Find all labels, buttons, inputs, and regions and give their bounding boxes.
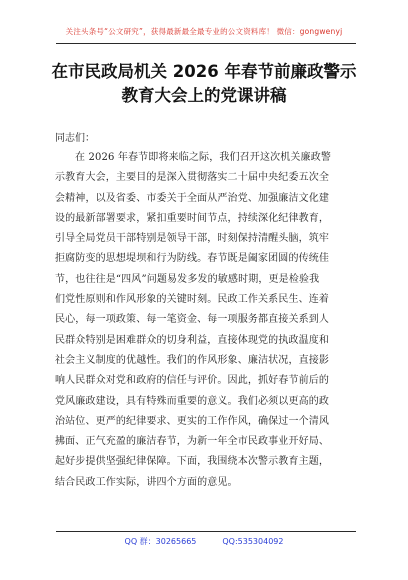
body-line: 党风廉政建设，具有特殊而重要的意义。我们必须以更高的政 <box>55 395 330 407</box>
body-line: 示教育大会，主要目的是深入贯彻落实二十届中央纪委五次全 <box>55 172 330 184</box>
body-line: 节，也往往是“四风”问题易发多发的敏感时期，更是检验我 <box>55 273 320 285</box>
document-title-line: 在市民政局机关 2026 年春节前廉政警示 <box>51 62 357 81</box>
document-body <box>55 148 355 493</box>
body-line: 响人民群众对党和政府的信任与评价。因此，抓好春节前后的 <box>55 375 330 387</box>
body-line: 社会主义制度的优越性。我们的作风形象、廉洁状况，直接影 <box>55 354 330 366</box>
document-title-line: 教育大会上的党课讲稿 <box>121 86 287 105</box>
body-line: 引导全局党员干部特别是领导干部，时刻保持清醒头脑，筑牢 <box>55 233 330 245</box>
body-line: 在 2026 年春节即将来临之际，我们召开这次机关廉政警 <box>75 152 332 163</box>
page-footer <box>0 536 408 547</box>
footer-qq: QQ:535304092 <box>222 537 284 546</box>
salutation: 同志们： <box>55 133 95 144</box>
footer-divider <box>56 531 356 532</box>
document-title <box>40 60 368 108</box>
header-divider <box>56 43 356 44</box>
body-line: 设的最新部署要求，紧扣重要时间节点，持续深化纪律教育， <box>55 212 330 224</box>
footer-qq-group: QQ 群：30265665 <box>124 537 197 546</box>
body-line: 民群众特别是困难群众的切身利益，直接体现党的执政温度和 <box>55 334 330 346</box>
body-line: 民心，每一项政策、每一笔资金、每一项服务都直接关系到人 <box>55 314 330 326</box>
body-line: 拒腐防变的思想堤坝和行为防线。春节既是阖家团圆的传统佳 <box>55 253 330 265</box>
body-line: 治站位、更严的纪律要求、更实的工作作风，确保过一个清风 <box>55 415 330 427</box>
header-promo-note: 关注头条号“公文研究”，获得最新最全最专业的公文资料库！ 微信：gongwenyj <box>65 27 343 36</box>
body-line: 拂面、正气充盈的廉洁春节，为新一年全市民政事业开好局、 <box>55 436 330 448</box>
body-line: 结合民政工作实际，讲四个方面的意见。 <box>55 476 238 488</box>
body-line: 会精神，以及省委、市委关于全面从严治党、加强廉洁文化建 <box>55 192 330 204</box>
body-line: 起好步提供坚强纪律保障。下面，我围绕本次警示教育主题， <box>55 456 330 468</box>
body-line: 们党性原则和作风形象的关键时刻。民政工作关系民生、连着 <box>55 294 330 306</box>
